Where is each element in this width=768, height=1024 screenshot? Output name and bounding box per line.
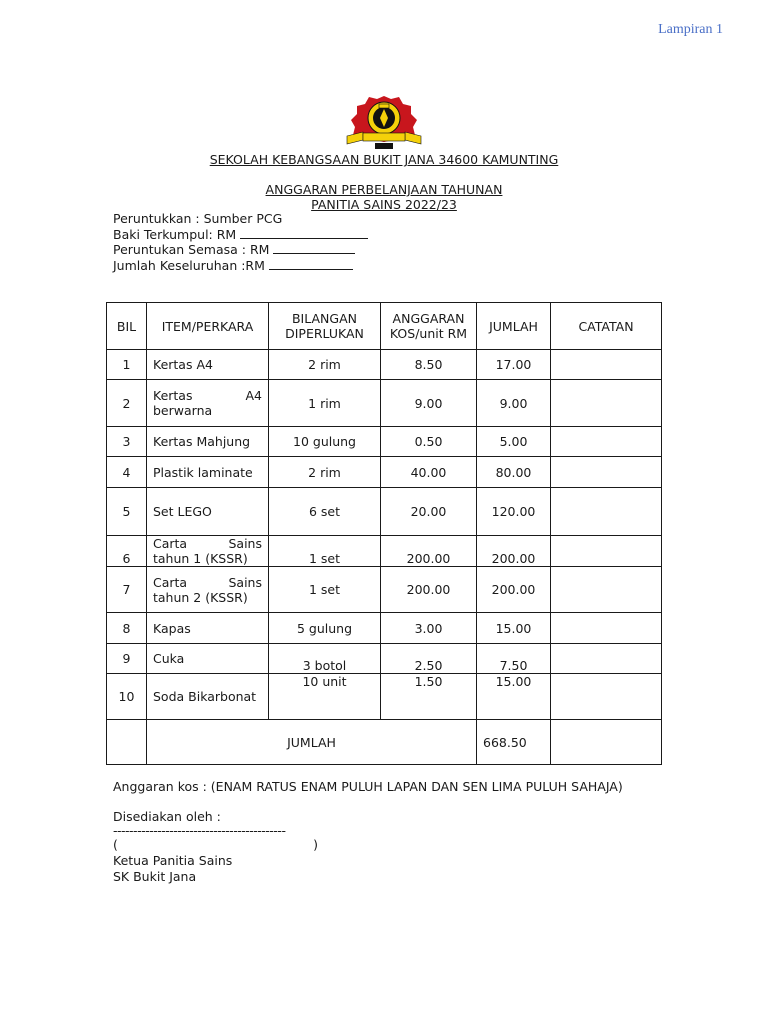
- table-row: [107, 536, 662, 567]
- cell-total: 120.00: [477, 488, 551, 536]
- cell-qty: 10 unit: [269, 674, 381, 720]
- keseluruhan-label: Jumlah Keseluruhan :RM: [113, 257, 265, 273]
- school-logo: [343, 92, 425, 152]
- cell-qty: 1 set: [269, 536, 381, 567]
- cell-item: Kertas A4: [147, 350, 269, 380]
- keseluruhan-line: [113, 258, 368, 274]
- budget-table: [106, 302, 662, 765]
- cell-qty: 2 rim: [269, 457, 381, 488]
- table-total-row: [107, 720, 662, 765]
- cell-qty: 3 botol: [269, 644, 381, 674]
- cell-cost: 200.00: [381, 536, 477, 567]
- document-title: ANGGARAN PERBELANJAAN TAHUNAN: [265, 182, 503, 197]
- cell-bil: 6: [107, 536, 147, 567]
- cell-bil: 1: [107, 350, 147, 380]
- cell-total: 15.00: [477, 613, 551, 644]
- cell-qty: 6 set: [269, 488, 381, 536]
- signature-line: -------------------------------------------: [113, 823, 286, 838]
- prepared-by-label: Disediakan oleh :: [113, 809, 221, 824]
- cell-total: 9.00: [477, 380, 551, 427]
- cell-note: [551, 350, 662, 380]
- name-placeholder: [113, 837, 318, 853]
- cell-bil: 2: [107, 380, 147, 427]
- header-jumlah: JUMLAH: [477, 303, 551, 350]
- cell-qty: 1 rim: [269, 380, 381, 427]
- table-row: [107, 567, 662, 613]
- semasa-line: [113, 242, 368, 258]
- school-name: SEKOLAH KEBANGSAAN BUKIT JANA 34600 KAMUNTING: [209, 152, 559, 167]
- header-item: ITEM/PERKARA: [147, 303, 269, 350]
- cell-item: Set LEGO: [147, 488, 269, 536]
- prepared-by: [113, 809, 318, 885]
- table-row: [107, 613, 662, 644]
- cell-item: Soda Bikarbonat: [147, 674, 269, 720]
- total-label: JUMLAH: [147, 720, 477, 765]
- cell-note: [551, 613, 662, 644]
- cell-total: 17.00: [477, 350, 551, 380]
- cell-total: 200.00: [477, 567, 551, 613]
- cell-bil: 3: [107, 427, 147, 457]
- cost-in-words: Anggaran kos : (ENAM RATUS ENAM PULUH LAPAN DAN SEN LIMA PULUH SAHAJA): [113, 779, 623, 794]
- cell-note: [551, 644, 662, 674]
- cell-note: [551, 380, 662, 427]
- cell-cost: 0.50: [381, 427, 477, 457]
- cell-bil: 8: [107, 613, 147, 644]
- header-bil: BIL: [107, 303, 147, 350]
- table-row: [107, 427, 662, 457]
- cell-bil: 9: [107, 644, 147, 674]
- attachment-label: Lampiran 1: [658, 22, 723, 37]
- cell-item: Carta Sains tahun 2 (KSSR): [147, 567, 269, 613]
- header-bilangan: BILANGAN DIPERLUKAN: [269, 303, 381, 350]
- semasa-blank: [273, 242, 355, 254]
- baki-line: [113, 227, 368, 243]
- allocation-info: [113, 211, 368, 273]
- cell-total: 200.00: [477, 536, 551, 567]
- table-header-row: [107, 303, 662, 350]
- paren-close: ): [313, 837, 318, 852]
- cell-cost: 8.50: [381, 350, 477, 380]
- cell-note: [551, 457, 662, 488]
- table-row: [107, 350, 662, 380]
- keseluruhan-blank: [269, 258, 353, 270]
- table-row: [107, 674, 662, 720]
- header-catatan: CATATAN: [551, 303, 662, 350]
- total-value: 668.50: [477, 720, 551, 765]
- semasa-label: Peruntukan Semasa : RM: [113, 242, 270, 257]
- cell-empty: [107, 720, 147, 765]
- cell-item: Kertas A4 berwarna: [147, 380, 269, 427]
- cell-note: [551, 674, 662, 720]
- cell-note: [551, 536, 662, 567]
- cell-item: Plastik laminate: [147, 457, 269, 488]
- cell-note: [551, 427, 662, 457]
- table-row: [107, 488, 662, 536]
- cell-cost: 200.00: [381, 567, 477, 613]
- cell-note: [551, 488, 662, 536]
- cell-cost: 2.50: [381, 644, 477, 674]
- cell-note: [551, 567, 662, 613]
- cell-cost: 20.00: [381, 488, 477, 536]
- cell-qty: 2 rim: [269, 350, 381, 380]
- cell-bil: 7: [107, 567, 147, 613]
- cell-total: 5.00: [477, 427, 551, 457]
- header-anggaran: ANGGARAN KOS/unit RM: [381, 303, 477, 350]
- cell-bil: 10: [107, 674, 147, 720]
- cell-cost: 40.00: [381, 457, 477, 488]
- cell-total: 15.00: [477, 674, 551, 720]
- cell-total: 7.50: [477, 644, 551, 674]
- cell-cost: 9.00: [381, 380, 477, 427]
- cell-qty: 1 set: [269, 567, 381, 613]
- table-row: [107, 457, 662, 488]
- cell-cost: 1.50: [381, 674, 477, 720]
- document-subtitle: PANITIA SAINS 2022/23: [311, 197, 457, 212]
- cell-qty: 10 gulung: [269, 427, 381, 457]
- cell-bil: 4: [107, 457, 147, 488]
- signatory-school: SK Bukit Jana: [113, 869, 197, 884]
- cell-item: Cuka: [147, 644, 269, 674]
- cell-note: [551, 720, 662, 765]
- paren-open: (: [113, 837, 118, 852]
- cell-item: Kapas: [147, 613, 269, 644]
- cell-total: 80.00: [477, 457, 551, 488]
- baki-label: Baki Terkumpul: RM: [113, 226, 237, 242]
- cell-item: Carta Sains tahun 1 (KSSR): [147, 536, 269, 567]
- table-row: [107, 380, 662, 427]
- table-row: [107, 644, 662, 674]
- cell-item: Kertas Mahjung: [147, 427, 269, 457]
- cell-qty: 5 gulung: [269, 613, 381, 644]
- baki-blank: [240, 227, 368, 239]
- signatory-position: Ketua Panitia Sains: [113, 853, 233, 868]
- peruntukkan-line: Peruntukkan : Sumber PCG: [113, 211, 283, 226]
- cell-bil: 5: [107, 488, 147, 536]
- cell-cost: 3.00: [381, 613, 477, 644]
